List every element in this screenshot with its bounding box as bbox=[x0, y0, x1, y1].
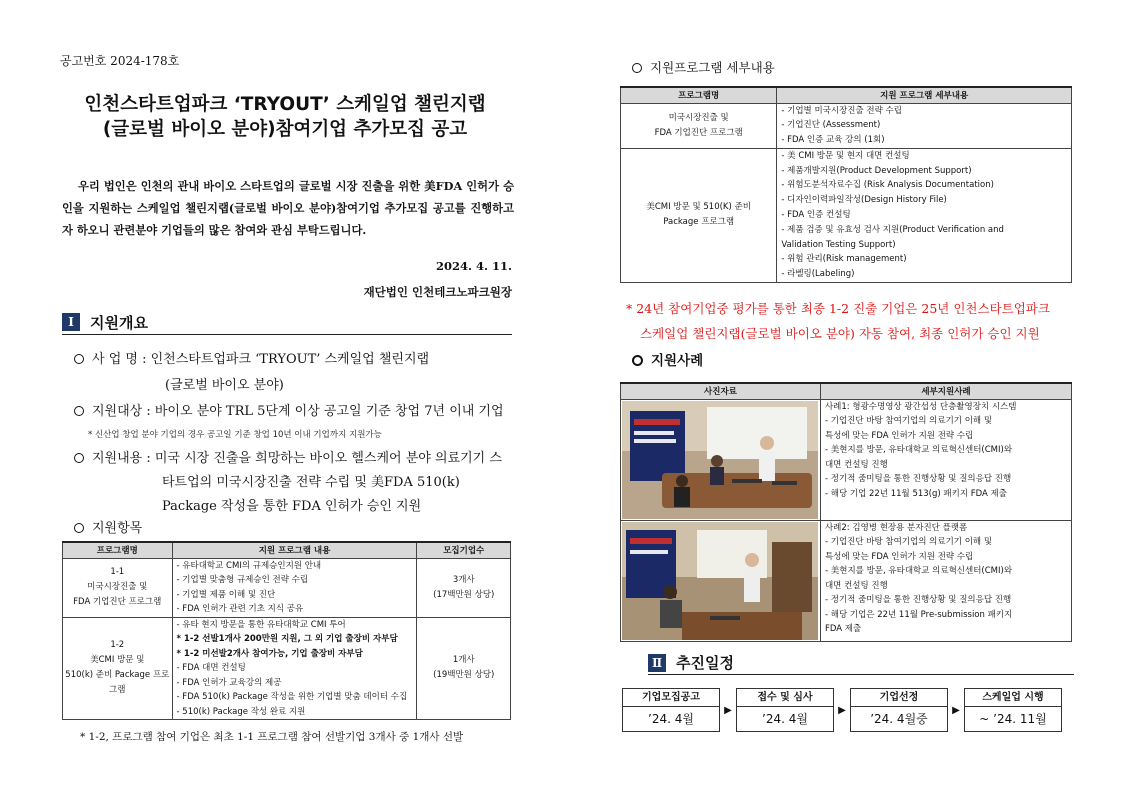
photo-cell bbox=[621, 520, 821, 641]
table-row bbox=[63, 617, 511, 720]
meeting-photo bbox=[622, 401, 818, 519]
program-content-cell: - 유타 현지 방문을 통한 유타대학교 CMI 투어 * 1-2 선발1개사 200만원 지원, 그 외 기업 출장비 자부담 * 1-2 미선발2개사 참여가능, 기업 출장비 자부담 - FDA 대면 컨설팅 - FDA 인허가 교육강의 제공 - FDA 510(k) Package 작성을 위한 기업별 맞춤 데이터 수집 - 510(k) Package 작성 완료 지원 bbox=[172, 617, 417, 720]
table-header: 모집기업수 bbox=[417, 542, 511, 558]
circle-bullet-icon bbox=[632, 355, 643, 366]
program-table bbox=[62, 541, 511, 720]
arrow-right-icon: ▶ bbox=[724, 704, 732, 716]
case-detail-cell: 사례2: 김영병 현장용 분자진단 플랫폼 - 기업진단 바탕 참여기업의 의료기기 이해 및 특성에 맞는 FDA 인허가 지원 전략 수립 - 美현지를 방문, 유타대학교 의료혁신센터(CMI)와 대면 컨설팅 진행 - 정기적 줌미팅을 통한 진행상황 및 질의응답 진행 - 해당 기업은 22년 11월 Pre-submission 패키지 FDA 제출 bbox=[820, 520, 1071, 641]
table-row bbox=[621, 148, 1072, 282]
circle-bullet-icon bbox=[74, 406, 84, 416]
table-row bbox=[63, 558, 511, 617]
table-row bbox=[621, 103, 1072, 148]
circle-bullet-icon bbox=[74, 523, 84, 533]
issuing-organization: 재단법인 인천테크노파크원장 bbox=[363, 285, 512, 299]
table-row bbox=[621, 520, 1072, 641]
program-name-cell: 1-1 미국시장진출 및 FDA 기업진단 프로그램 bbox=[63, 558, 173, 617]
target-text: 지원대상 : 바이오 분야 TRL 5단계 이상 공고일 기준 창업 7년 이내 기업 bbox=[92, 404, 504, 419]
schedule-step: 스케일업 시행 ~ ’24. 11월 bbox=[964, 688, 1062, 732]
table-header: 사진자료 bbox=[621, 383, 821, 399]
target-row bbox=[74, 400, 504, 419]
program-name-cell: 1-2 美CMI 방문 및 510(k) 준비 Package 프로그램 bbox=[63, 617, 173, 720]
program-name-cell: 미국시장진출 및 FDA 기업진단 프로그램 bbox=[621, 103, 777, 148]
detail-heading: 지원프로그램 세부내용 bbox=[632, 58, 775, 76]
red-notice-line-2: 스케일업 챌린지랩(글로벌 바이오 분야) 자동 참여, 최종 인허가 승인 지원 bbox=[640, 326, 1040, 341]
table-header: 지원 프로그램 세부내용 bbox=[777, 87, 1072, 103]
section-number-badge: Ⅰ bbox=[62, 313, 80, 331]
business-name-row bbox=[74, 348, 429, 367]
intro-paragraph: 우리 법인은 인천의 관내 바이오 스타트업의 글로벌 시장 진출을 위한 美FDA 인허가 승인을 지원하는 스케일업 챌린지랩(글로벌 바이오 분야)참여기업 추가모집 공고를 진행하고자 하오니 관련분야 기업들의 많은 참여와 관심 부탁드립니다. bbox=[62, 179, 514, 237]
case-table bbox=[620, 382, 1072, 642]
circle-bullet-icon bbox=[74, 453, 84, 463]
title-line-2: (글로벌 바이오 분야)참여기업 추가모집 공고 bbox=[102, 119, 468, 140]
table-header: 프로그램명 bbox=[621, 87, 777, 103]
content-row bbox=[74, 447, 514, 519]
notice-number: 공고번호 2024-178호 bbox=[60, 54, 180, 68]
business-name-continued: (글로벌 바이오 분야) bbox=[165, 378, 284, 393]
case-heading: 지원사례 bbox=[632, 349, 703, 369]
schedule-flow bbox=[622, 688, 1062, 732]
section-2-header bbox=[648, 651, 1074, 675]
red-notice bbox=[626, 296, 1076, 346]
business-name-text: 사 업 명 : 인천스타트업파크 ‘TRYOUT’ 스케일업 챌린지랩 bbox=[92, 352, 430, 367]
meeting-photo bbox=[622, 522, 818, 640]
program-name-cell: 美CMI 방문 및 510(K) 준비 Package 프로그램 bbox=[621, 148, 777, 282]
photo-cell bbox=[621, 399, 821, 520]
items-row bbox=[74, 517, 142, 536]
section-title: 지원개요 bbox=[90, 313, 148, 332]
table-header: 지원 프로그램 내용 bbox=[172, 542, 417, 558]
page-title bbox=[40, 92, 530, 142]
content-text: 지원내용 : 미국 시장 진출을 희망하는 바이오 헬스케어 분야 의료기기 스타트업의 미국시장진출 전략 수립 및 美FDA 510(k) Package 작성을 통한 FDA 인허가 승인 지원 bbox=[92, 451, 502, 514]
schedule-step: 접수 및 심사 ’24. 4월 bbox=[736, 688, 834, 732]
table-row bbox=[621, 399, 1072, 520]
footnote: * 1-2, 프로그램 참여 기업은 최초 1-1 프로그램 참여 선발기업 3개사 중 1개사 선발 bbox=[80, 731, 464, 743]
recruit-count-cell: 1개사 (19백만원 상당) bbox=[417, 617, 511, 720]
case-detail-cell: 사례1: 형광수명영상 광간섭성 단층촬영장치 시스템 - 기업진단 바탕 참여기업의 의료기기 이해 및 특성에 맞는 FDA 인허가 지원 전략 수립 - 美현지를 방문, 유타대학교 의료혁신센터(CMI)와 대면 컨설팅 진행 - 정기적 줌미팅을 통한 진행상황 및 질의응답 진행 - 해당 기업 22년 11월 513(g) 패키지 FDA 제출 bbox=[820, 399, 1071, 520]
circle-bullet-icon bbox=[632, 63, 642, 73]
target-note: * 신산업 창업 분야 기업의 경우 공고일 기준 창업 10년 이내 기업까지 지원가능 bbox=[88, 430, 382, 440]
table-header: 프로그램명 bbox=[63, 542, 173, 558]
section-title: 추진일정 bbox=[676, 654, 734, 672]
items-label: 지원항목 bbox=[92, 521, 143, 536]
red-notice-line-1: * 24년 참여기업중 평가를 통한 최종 1-2 진출 기업은 25년 인천스타트업파크 bbox=[626, 301, 1050, 316]
schedule-step: 기업모집공고 ’24. 4월 bbox=[622, 688, 720, 732]
arrow-right-icon: ▶ bbox=[838, 704, 846, 716]
table-header: 세부지원사례 bbox=[820, 383, 1071, 399]
program-detail-table bbox=[620, 86, 1072, 283]
section-1-header bbox=[62, 313, 512, 335]
title-line-1: 인천스타트업파크 ‘TRYOUT’ 스케일업 챌린지랩 bbox=[84, 94, 486, 115]
program-content-cell: - 유타대학교 CMI의 규제승인지원 안내 - 기업별 맞춤형 규제승인 전략 수립 - 기업별 제품 이해 및 진단 - FDA 인허가 관련 기초 지식 공유 bbox=[172, 558, 417, 617]
circle-bullet-icon bbox=[74, 354, 84, 364]
schedule-step: 기업선정 ’24. 4월중 bbox=[850, 688, 948, 732]
program-detail-cell: - 기업별 미국시장진출 전략 수립 - 기업진단 (Assessment) - FDA 인증 교육 강의 (1회) bbox=[777, 103, 1072, 148]
announcement-date: 2024. 4. 11. bbox=[435, 259, 512, 273]
arrow-right-icon: ▶ bbox=[952, 704, 960, 716]
section-number-badge: Ⅱ bbox=[648, 654, 666, 672]
recruit-count-cell: 3개사 (17백만원 상당) bbox=[417, 558, 511, 617]
program-detail-cell: - 美 CMI 방문 및 현지 대면 컨설팅 - 제품개발지원(Product Development Support) - 위험도분석자료수집 (Risk Analysis Documentation) - 디자인이력파일작성(Design History File) - FDA 인증 컨설팅 - 제품 검증 및 유효성 검사 지원(Product Verification and Validation Testing Support) - 위험 관리(Risk management) - 라벨링(Labeling) bbox=[777, 148, 1072, 282]
